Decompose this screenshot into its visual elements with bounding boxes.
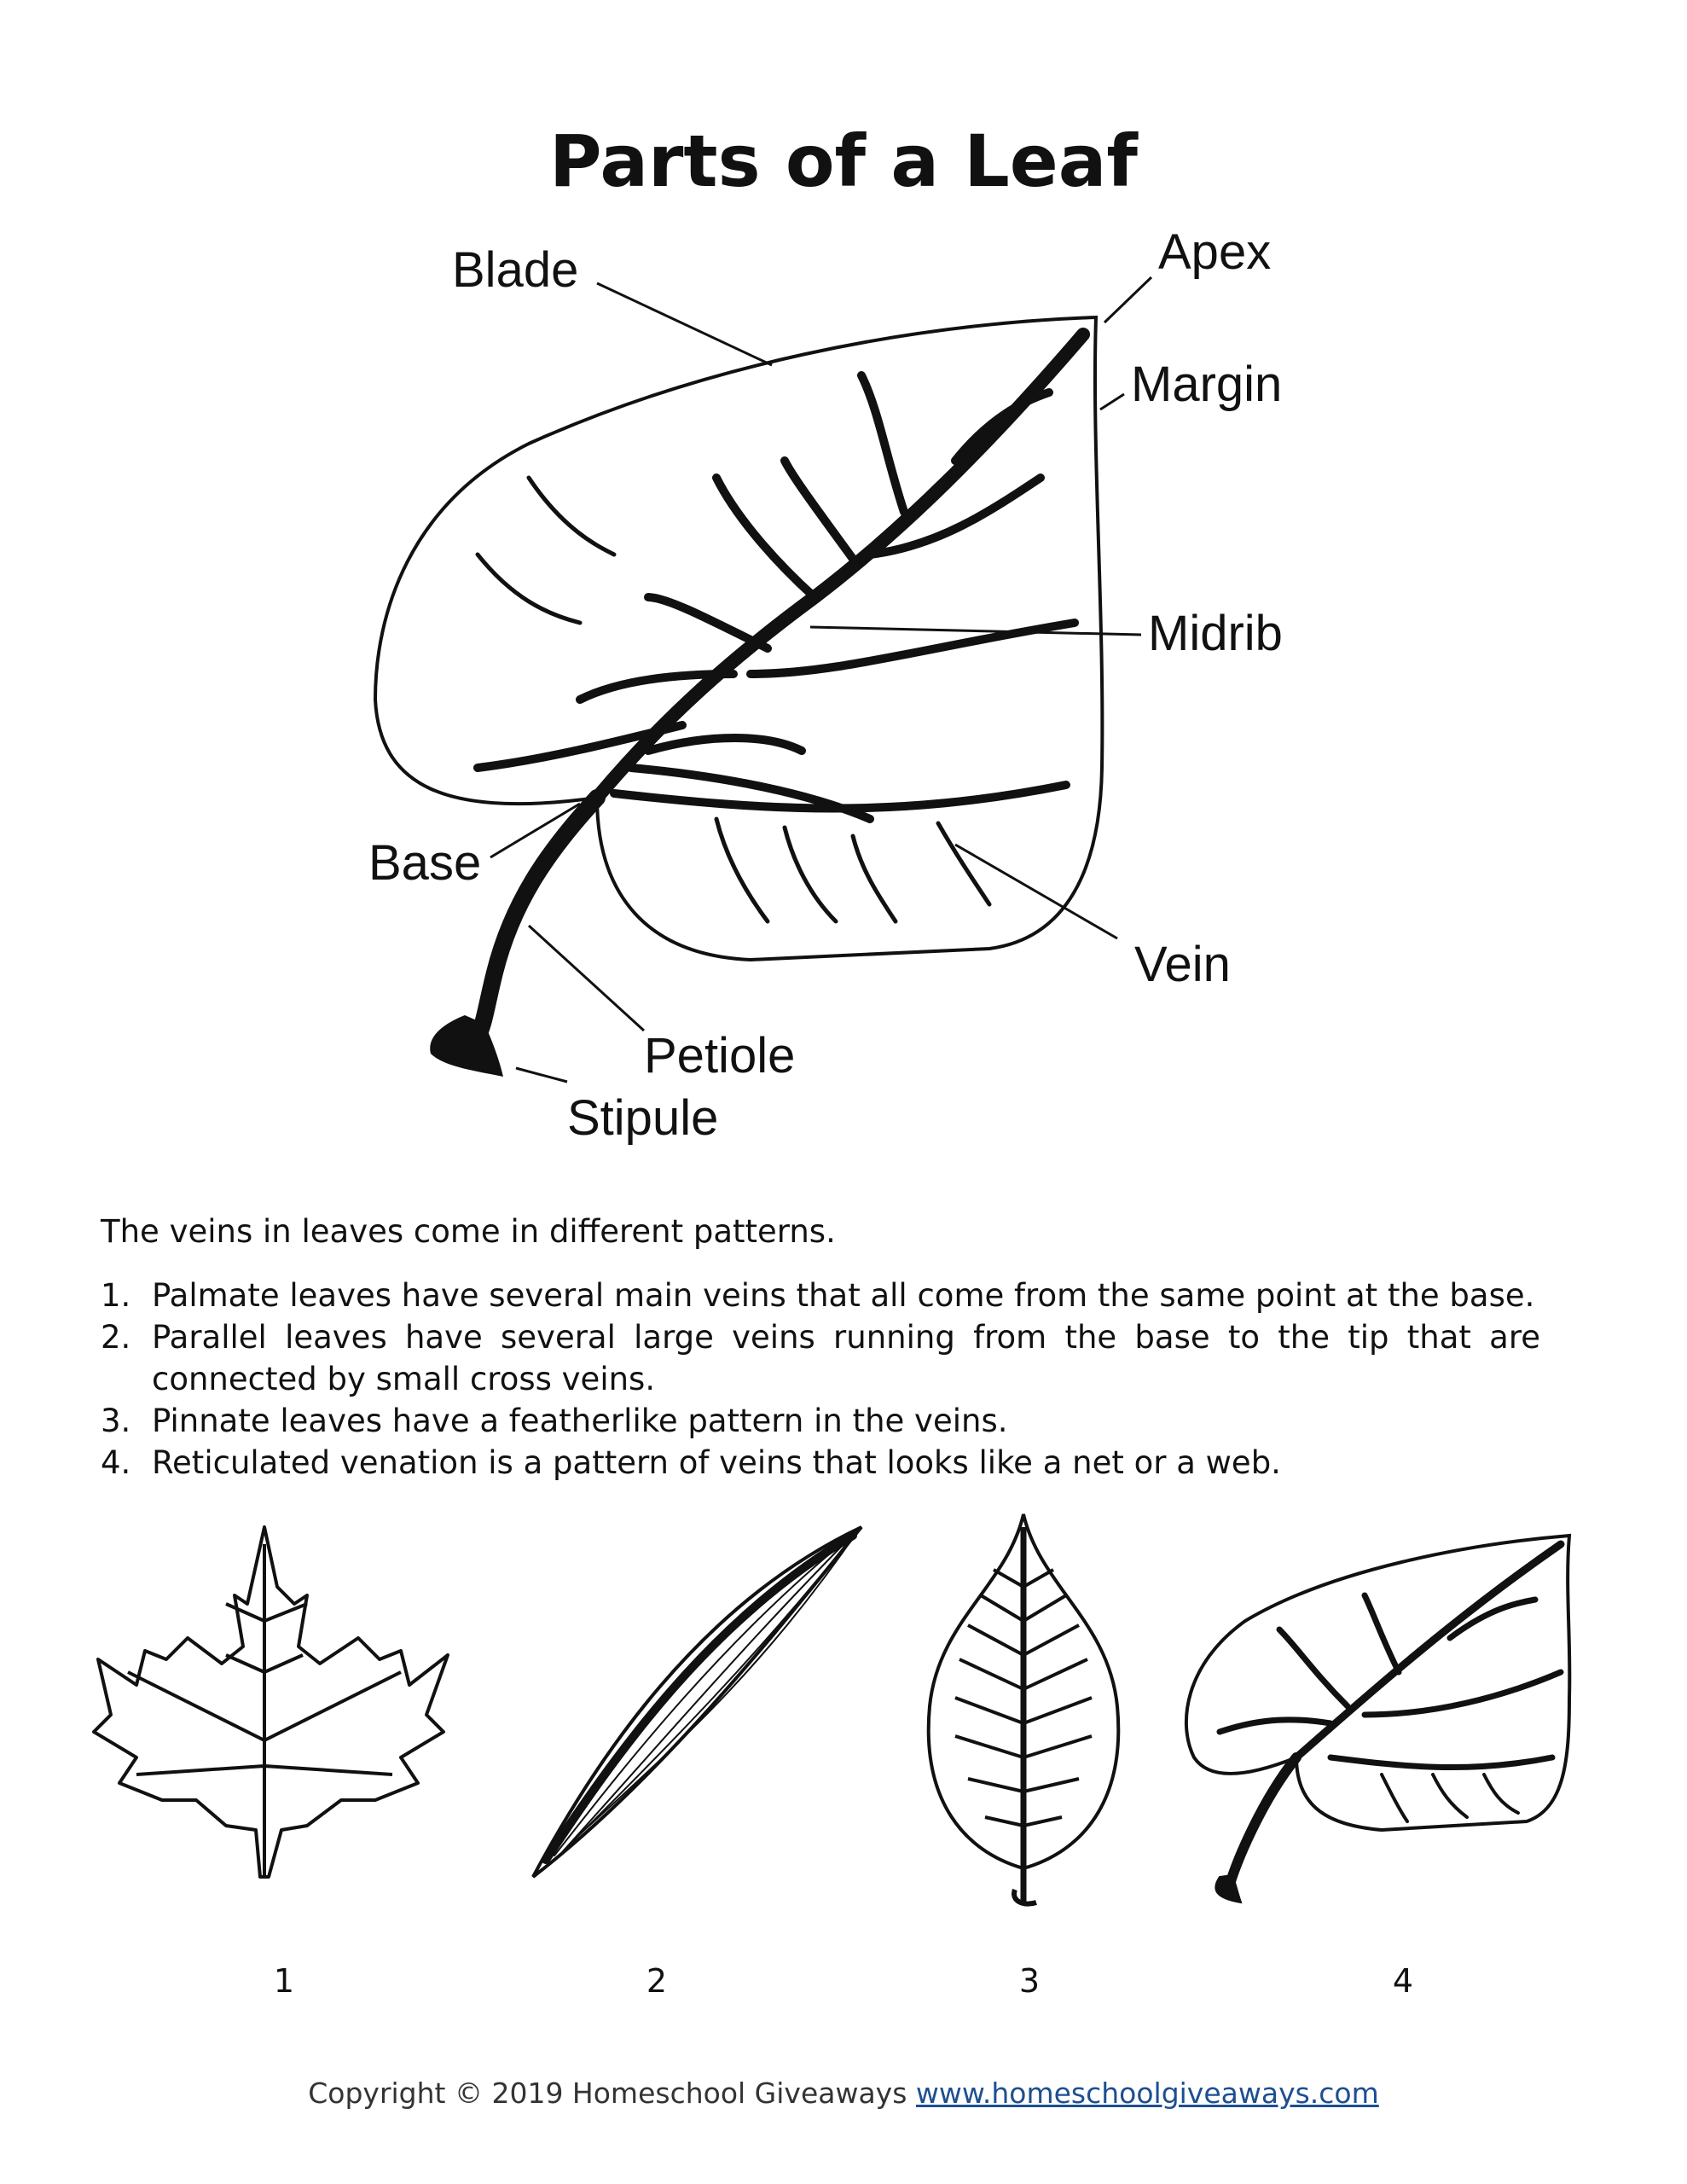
label-stipule: Stipule	[567, 1090, 719, 1146]
leader-lines	[490, 277, 1151, 1082]
example-number-1: 1	[273, 1962, 295, 2000]
list-number: 3.	[101, 1403, 131, 1439]
list-number: 1.	[101, 1277, 131, 1314]
intro-text: The veins in leaves come in different patterns.	[101, 1213, 836, 1250]
list-number: 4.	[101, 1444, 131, 1481]
parallel-leaf-image	[533, 1527, 861, 1877]
label-vein: Vein	[1134, 937, 1231, 992]
label-petiole: Petiole	[644, 1028, 796, 1083]
example-number-4: 4	[1392, 1962, 1414, 2000]
example-leaves	[0, 1510, 1687, 1962]
stipule-shape	[430, 1015, 503, 1077]
pinnate-leaf-image	[929, 1514, 1119, 1904]
palmate-leaf-image	[94, 1527, 448, 1877]
leaf-illustration	[375, 317, 1102, 1077]
list-text: Palmate leaves have several main veins that all come from the same point at the base.	[152, 1277, 1535, 1314]
list-item	[101, 1442, 1540, 1484]
list-item	[101, 1275, 1540, 1316]
example-number-3: 3	[1018, 1962, 1041, 2000]
label-midrib: Midrib	[1148, 606, 1283, 661]
list-number: 2.	[101, 1319, 131, 1356]
list-text: Parallel leaves have several large veins running from the base to the tip that are connected by small cross veins.	[152, 1319, 1540, 1397]
list-text: Pinnate leaves have a featherlike pattern in the veins.	[152, 1403, 1008, 1439]
label-margin: Margin	[1131, 357, 1283, 412]
vein-pattern-list	[101, 1275, 1540, 1484]
footer	[0, 2077, 1687, 2110]
example-number-2: 2	[646, 1962, 668, 2000]
list-item	[101, 1400, 1540, 1442]
list-item	[101, 1316, 1540, 1400]
label-blade: Blade	[452, 242, 579, 298]
website-link[interactable]: www.homeschoolgiveaways.com	[915, 2077, 1379, 2110]
page-title: Parts of a Leaf	[549, 119, 1138, 203]
label-apex: Apex	[1158, 224, 1272, 280]
list-text: Reticulated venation is a pattern of veins that looks like a net or a web.	[152, 1444, 1281, 1481]
copyright-text: Copyright © 2019 Homeschool Giveaways	[308, 2077, 907, 2110]
petiole-stem	[478, 798, 597, 1037]
label-base: Base	[368, 835, 482, 891]
reticulated-leaf-image	[1186, 1536, 1569, 1902]
